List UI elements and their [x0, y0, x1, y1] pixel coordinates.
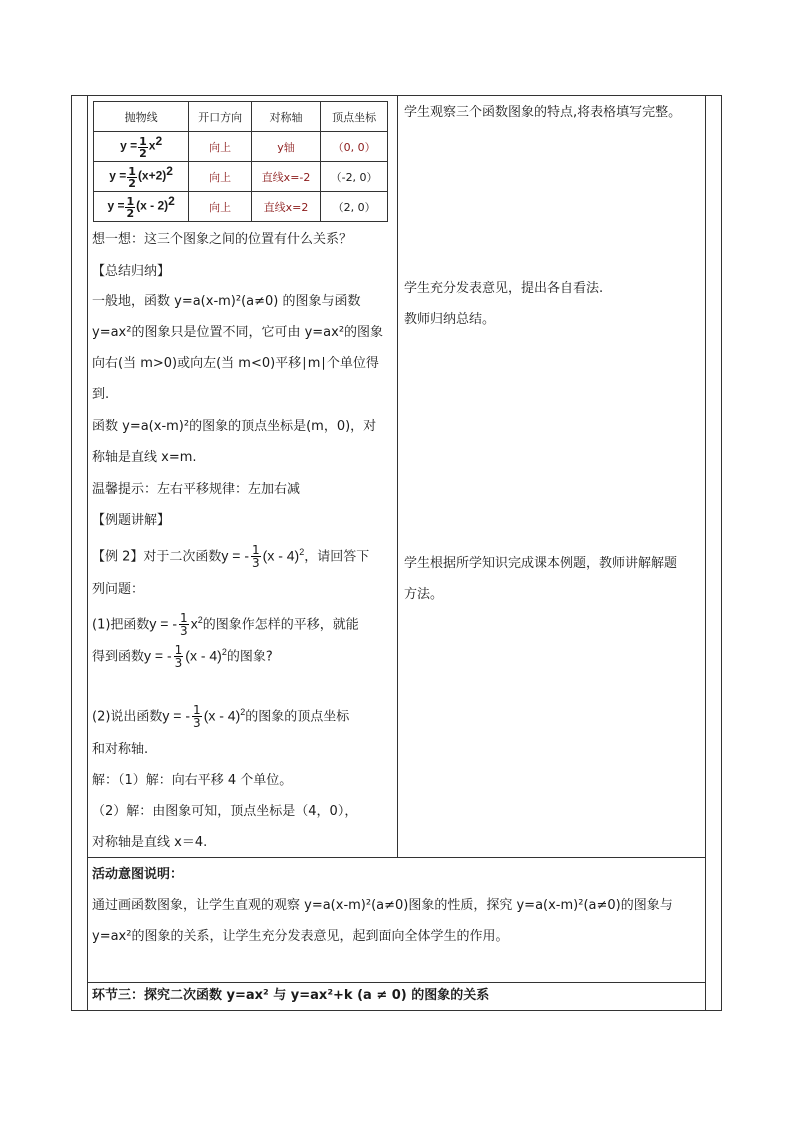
vertex-line-1: 函数 y=a(x-m)²的图象的顶点坐标是(m，0)，对: [92, 419, 377, 434]
summary-line-1: 一般地，函数 y=a(x-m)²(a≠0) 的图象与函数: [92, 294, 361, 309]
formula-cell-1: y = $\frac{1}{2}$ $x^2$: [94, 132, 189, 162]
intent-line-2: y=ax²的图象的关系，让学生充分发表意见，起到面向全体学生的作用。: [92, 929, 509, 944]
fraction-third: $\frac{1}{3}$: [252, 543, 260, 571]
axis-cell-1: y轴: [251, 132, 320, 162]
right-note-4: 学生根据所学知识完成课本例题，教师讲解解题: [404, 556, 678, 571]
fraction-third: $\frac{1}{3}$: [180, 611, 188, 639]
row-divider-intent: [88, 857, 705, 858]
header-direction: 开口方向: [189, 102, 252, 132]
right-note-3: 教师归纳总结。: [404, 312, 496, 327]
left-inner-border: [87, 96, 88, 1010]
right-note-1: 学生观察三个函数图象的特点,将表格填写完整。: [404, 105, 682, 120]
formula-cell-3: y = $\frac{1}{2}$ (x - 2)$^2$: [94, 192, 189, 222]
summary-title: 【总结归纳】: [92, 264, 171, 279]
question-1-line-1: (1)把函数y = - $\frac{1}{3}$ $x^2$的图象作怎样的平移，就能: [92, 611, 359, 639]
direction-cell-2: 向上: [189, 162, 252, 192]
header-parabola: 抛物线: [94, 102, 189, 132]
summary-line-4: 到.: [92, 387, 110, 402]
summary-line-3: 向右(当 m>0)或向左(当 m<0)平移∣m∣个单位得: [92, 356, 379, 371]
vertex-cell-1: （0, 0）: [321, 132, 388, 162]
fraction-third: $\frac{1}{3}$: [174, 643, 183, 671]
example-2-line-1: 【例 2】对于二次函数y = - $\frac{1}{3}$ (x - 4)$^2$，请回答下: [92, 543, 370, 571]
right-note-5: 方法。: [404, 587, 444, 602]
fraction-third: $\frac{1}{3}$: [193, 703, 201, 731]
right-note-2: 学生充分发表意见，提出各自看法.: [404, 281, 604, 296]
axis-cell-2: 直线x=-2: [251, 162, 320, 192]
header-axis: 对称轴: [251, 102, 320, 132]
parabola-table: [93, 101, 388, 222]
question-2-line-1: (2)说出函数y = - $\frac{1}{3}$ (x - 4)$^2$的图象的顶点坐标: [92, 703, 350, 731]
question-2-line-2: 和对称轴.: [92, 742, 149, 757]
section-3-heading: 环节三：探究二次函数 y=ax² 与 y=ax²+k (a ≠ 0) 的图象的关系: [92, 988, 490, 1003]
example-2-line-2: 列问题：: [92, 582, 145, 597]
direction-cell-3: 向上: [189, 192, 252, 222]
intent-line-1: 通过画函数图象，让学生直观的观察 y=a(x-m)²(a≠0)图象的性质，探究 y=a(x-m)²(a≠0)的图象与: [92, 898, 673, 913]
intent-title: 活动意图说明：: [92, 867, 184, 882]
summary-line-2: y=ax²的图象只是位置不同，它可由 y=ax²的图象: [92, 325, 384, 340]
axis-cell-3: 直线x=2: [251, 192, 320, 222]
tip-text: 温馨提示：左右平移规律：左加右减: [92, 482, 301, 497]
answer-1: 解：（1）解：向右平移 4 个单位。: [92, 773, 293, 788]
vertex-cell-3: （2, 0）: [321, 192, 388, 222]
vertex-cell-2: （-2, 0）: [321, 162, 388, 192]
example-title: 【例题讲解】: [92, 513, 171, 528]
lesson-table-frame: [71, 95, 722, 1011]
column-divider: [397, 96, 398, 857]
row-divider-section3: [88, 982, 705, 983]
vertex-line-2: 称轴是直线 x=m.: [92, 450, 197, 465]
formula-cell-2: y = $\frac{1}{2}$ $(x+2)^2$: [94, 162, 189, 192]
fraction-half: $\frac{1}{2}$: [128, 164, 136, 190]
direction-cell-1: 向上: [189, 132, 252, 162]
right-inner-border: [705, 96, 706, 1010]
question-1-line-2: 得到函数y = - $\frac{1}{3}$ (x - 4)$^2$的图象?: [92, 643, 273, 671]
fraction-half: $\frac{1}{2}$: [139, 134, 147, 160]
answer-3: 对称轴是直线 x＝4.: [92, 835, 208, 850]
think-question: 想一想：这三个图象之间的位置有什么关系？: [92, 232, 353, 247]
answer-2: （2）解：由图象可知，顶点坐标是（4，0），: [92, 804, 358, 819]
fraction-half: $\frac{1}{2}$: [126, 194, 135, 220]
header-vertex: 顶点坐标: [321, 102, 388, 132]
